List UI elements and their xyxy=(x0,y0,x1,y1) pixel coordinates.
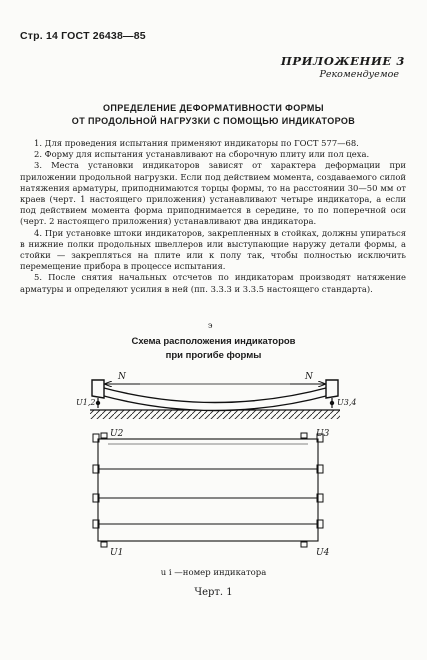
separator-mark: э xyxy=(208,321,213,330)
figure-title-line-1: Схема расположения индикаторов xyxy=(131,336,296,347)
section-title-line-1: ОПРЕДЕЛЕНИЕ ДЕФОРМАТИВНОСТИ ФОРМЫ xyxy=(103,103,324,113)
appendix-subtitle: Рекомендуемое xyxy=(319,69,399,80)
appendix-title: ПРИЛОЖЕНИЕ 3 xyxy=(280,54,405,68)
figure-legend: u i —номер индикатора xyxy=(160,568,267,578)
paragraph-4: 4. При установке штоки индикаторов, закрепленных в стойках, должны упираться в нижние полки продольных швеллеров или выступающие наружу детали формы, а стойки — закрепляться на плите или к полу так, чтобы полностью исключить перемещение прибора в процессе испытания. xyxy=(20,227,406,272)
figure-title-line-2: при прогибе формы xyxy=(165,350,262,361)
bent-form xyxy=(100,387,330,411)
indicator-right xyxy=(330,398,334,408)
form-end-left xyxy=(92,380,104,398)
corner-indicator-u3 xyxy=(301,433,307,438)
force-label-left: N xyxy=(118,372,126,382)
label-u12: U1,2 xyxy=(76,398,96,407)
label-u2: U2 xyxy=(110,429,124,439)
page-header: Стр. 14 ГОСТ 26438—85 xyxy=(20,30,146,42)
form-end-right xyxy=(326,380,338,398)
corner-indicator-u1 xyxy=(101,542,107,547)
section-title-line-2: ОТ ПРОДОЛЬНОЙ НАГРУЗКИ С ПОМОЩЬЮ ИНДИКАТОРОВ xyxy=(71,116,356,126)
label-u1: U1 xyxy=(110,548,124,558)
paragraph-5: 5. После снятия начальных отсчетов по индикаторам производят натяжение арматуры и определяют усилия в ней (пп. 3.3.3 и 3.3.5 настоящего стандарта). xyxy=(20,272,406,294)
corner-indicator-u4 xyxy=(301,542,307,547)
plan-view xyxy=(93,429,330,558)
label-u4: U4 xyxy=(316,548,330,558)
ground-hatch xyxy=(90,410,340,419)
label-u34: U3,4 xyxy=(337,398,357,407)
indicator-left xyxy=(96,398,100,408)
side-view xyxy=(76,372,356,419)
force-label-right: N xyxy=(305,372,313,382)
label-u3: U3 xyxy=(316,429,330,439)
corner-indicator-u2 xyxy=(101,433,107,438)
plan-outline xyxy=(98,439,318,541)
figure-caption: Черт. 1 xyxy=(194,587,233,598)
paragraph-2: 2. Форму для испытания устанавливают на сборочную плиту или пол цеха. xyxy=(34,149,370,160)
paragraph-1: 1. Для проведения испытания применяют индикаторы по ГОСТ 577—68. xyxy=(34,138,359,148)
paragraph-3: 3. Места установки индикаторов зависят от характера деформации при приложении продольной нагрузки. Если под действием момента, создаваемого силой натяжения арматуры, приподнимаются торцы формы, то на расстоянии 30—50 мм от краев (черт. 1 настоящего приложения) устанавливают четыре индикатора, а если под действием момента форма приподнимается в середине, то по поперечной оси (черт. 2 настоящего приложения) устанавливают два индикатора. xyxy=(20,160,406,227)
bar-end-blocks xyxy=(93,434,323,528)
